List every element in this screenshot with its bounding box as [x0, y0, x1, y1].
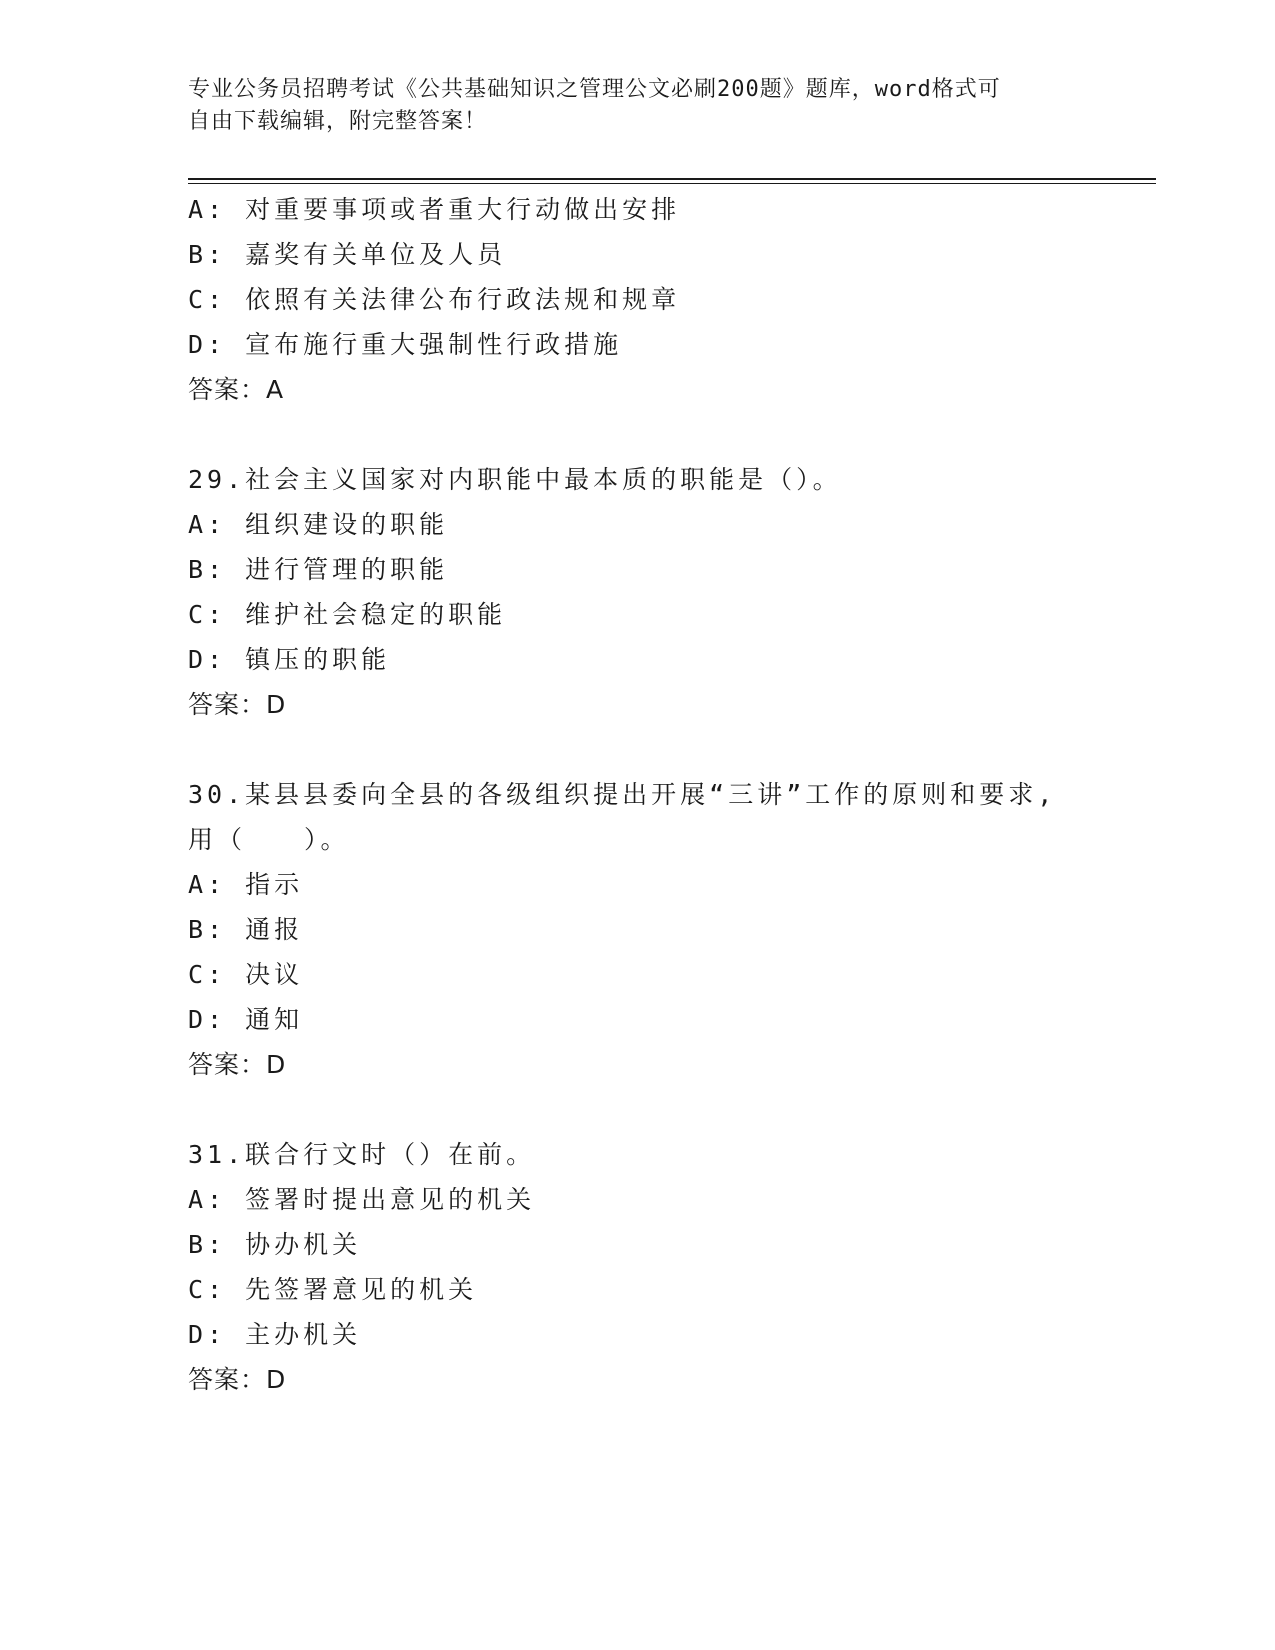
header-divider-thick — [188, 178, 1156, 180]
q30-option-b: B: 通报 — [188, 915, 304, 944]
header-line-2: 自由下载编辑，附完整答案！ — [188, 109, 488, 134]
q29-option-c: C: 维护社会稳定的职能 — [188, 600, 507, 629]
q30-answer: 答案：D — [188, 1050, 287, 1079]
q29-answer: 答案：D — [188, 690, 287, 719]
q28-option-a: A: 对重要事项或者重大行动做出安排 — [188, 195, 681, 224]
q31-answer: 答案：D — [188, 1365, 287, 1394]
q31-option-d: D: 主办机关 — [188, 1320, 362, 1349]
q30-question-line-2: 用（ ）。 — [188, 825, 350, 854]
q29-option-a: A: 组织建设的职能 — [188, 510, 449, 539]
q31-option-c: C: 先签署意见的机关 — [188, 1275, 478, 1304]
q30-option-c: C: 决议 — [188, 960, 304, 989]
header-line-1: 专业公务员招聘考试《公共基础知识之管理公文必刷200题》题库，word格式可 — [188, 77, 1001, 102]
q29-option-d: D: 镇压的职能 — [188, 645, 391, 674]
q28-option-c: C: 依照有关法律公布行政法规和规章 — [188, 285, 681, 314]
q31-question: 31.联合行文时（）在前。 — [188, 1140, 536, 1169]
q31-option-b: B: 协办机关 — [188, 1230, 362, 1259]
q30-option-a: A: 指示 — [188, 870, 304, 899]
q31-option-a: A: 签署时提出意见的机关 — [188, 1185, 536, 1214]
q29-question: 29.社会主义国家对内职能中最本质的职能是（）。 — [188, 465, 842, 494]
q29-option-b: B: 进行管理的职能 — [188, 555, 449, 584]
q28-option-b: B: 嘉奖有关单位及人员 — [188, 240, 507, 269]
q28-answer: 答案：A — [188, 375, 285, 404]
q28-option-d: D: 宣布施行重大强制性行政措施 — [188, 330, 623, 359]
q30-question-line-1: 30.某县县委向全县的各级组织提出开展“三讲”工作的原则和要求, — [188, 780, 1057, 809]
q30-option-d: D: 通知 — [188, 1005, 304, 1034]
header-divider-thin — [188, 183, 1156, 184]
document-header — [188, 74, 1088, 138]
